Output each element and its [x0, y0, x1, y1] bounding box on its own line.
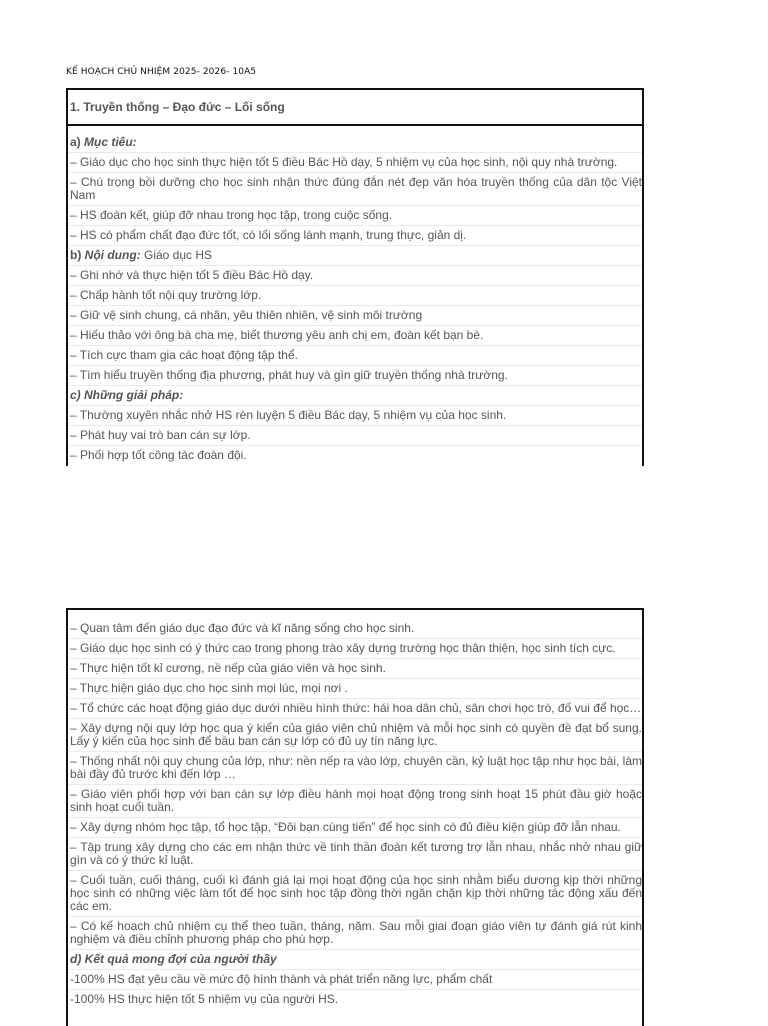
list-item: – Chấp hành tốt nội quy trường lớp. [68, 286, 642, 306]
list-item: – Tích cực tham gia các hoạt động tập thể. [68, 346, 642, 366]
section1-box [66, 88, 644, 466]
solutions-heading: c) Những giải pháp: [68, 386, 642, 406]
list-item: – Xây dựng nhóm học tập, tổ học tập, “Đôi bạn cùng tiến” để học sinh có đủ điều kiện giúp đỡ lẫn nhau. [68, 818, 642, 838]
content-heading [68, 246, 642, 266]
content-text: Giáo dục HS [140, 248, 213, 262]
expected-results-heading: d) Kết quả mong đợi của người thầy [68, 950, 642, 970]
goal-prefix: a) [70, 135, 85, 149]
list-item: – Tổ chức các hoạt động giáo dục dưới nhiều hình thức: hái hoa dân chủ, sân chơi học trò, đố vui để học… [68, 699, 642, 719]
list-item: – Thực hiện giáo dục cho học sinh mọi lúc, mọi nơi . [68, 679, 642, 699]
document-header: KẾ HOẠCH CHỦ NHIỆM 2025- 2026- 10A5 [66, 67, 257, 77]
list-item: – Giáo viên phối hợp với ban cán sự lớp điều hành mọi hoạt động trong sinh hoạt 15 phút đầu giờ hoặc sinh hoạt cuối tuần. [68, 785, 642, 818]
list-item: – Cuối tuần, cuối tháng, cuối kì đánh giá lại mọi hoạt động của học sinh nhằm biểu dương kịp thời những học sinh có những việc làm tốt để học sinh học tập đồng thời ngăn chặn kịp thời những tác động xấu đến các em. [68, 871, 642, 917]
list-item: – Hiếu thảo với ông bà cha mẹ, biết thương yêu anh chị em, đoàn kết bạn bè. [68, 326, 642, 346]
list-item: – Thực hiện tốt kỉ cương, nề nếp của giáo viên và học sinh. [68, 659, 642, 679]
content-label: Nội dung: [84, 248, 141, 262]
list-item: – Giáo dục cho học sinh thực hiện tốt 5 điều Bác Hồ dạy, 5 nhiệm vụ của học sinh, nội quy nhà trường. [68, 153, 642, 173]
list-item: – HS có phẩm chất đạo đức tốt, có lối sống lành mạnh, trung thực, giản dị. [68, 226, 642, 246]
list-item: -100% HS đạt yêu cầu về mức độ hình thành và phát triển năng lực, phẩm chất [68, 970, 642, 990]
list-item: – Thường xuyên nhắc nhở HS rèn luyện 5 điều Bác dạy, 5 nhiệm vụ của học sinh. [68, 406, 642, 426]
section1-rows [68, 126, 642, 465]
list-item: – Chú trọng bồi dưỡng cho học sinh nhận thức đúng đắn nét đẹp văn hóa truyền thống của dân tộc Việt Nam [68, 173, 642, 206]
list-item: – HS đoàn kết, giúp đỡ nhau trong học tập, trong cuộc sống. [68, 206, 642, 226]
list-item: – Ghi nhớ và thực hiện tốt 5 điều Bác Hồ dạy. [68, 266, 642, 286]
list-item: – Thống nhất nội quy chung của lớp, như: nền nếp ra vào lớp, chuyên cần, kỷ luật học tập như học bài, làm bài đầy đủ trước khi đến lớp … [68, 752, 642, 785]
goal-heading [68, 133, 642, 153]
list-item: – Tìm hiểu truyền thống địa phương, phát huy và gìn giữ truyền thống nhà trường. [68, 366, 642, 386]
content-prefix: b) [70, 248, 85, 262]
list-item: – Có kế hoạch chủ nhiệm cụ thể theo tuần, tháng, năm. Sau mỗi giai đoạn giáo viên tự đánh giá rút kinh nghiệm và điều chỉnh phương pháp cho phù hợp. [68, 917, 642, 950]
list-item: – Phối hợp tốt công tác đoàn đội. [70, 448, 247, 462]
section2-box [66, 608, 644, 1026]
list-item: – Giáo dục học sinh có ý thức cao trong phong trào xây dựng trường học thân thiện, học sinh tích cực. [68, 639, 642, 659]
list-item: – Quan tâm đến giáo dục đạo đức và kĩ năng sống cho học sinh. [68, 619, 642, 639]
list-item: – Giữ vệ sinh chung, cá nhân, yêu thiên nhiên, vệ sinh môi trường [68, 306, 642, 326]
section1-title: 1. Truyền thống – Đạo đức – Lối sống [68, 90, 642, 126]
section2-rows [68, 610, 642, 1009]
goal-label: Mục tiêu: [84, 135, 137, 149]
list-item: – Xây dựng nội quy lớp học qua ý kiến của giáo viên chủ nhiệm và mỗi học sinh có quyền đề đạt bổ sung. Lấy ý kiến của học sinh để bầu ban cán sự lớp có đủ uy tín năng lực. [68, 719, 642, 752]
list-item: -100% HS thực hiện tốt 5 nhiệm vụ của người HS. [70, 992, 339, 1006]
list-item: – Tập trung xây dựng cho các em nhận thức về tinh thần đoàn kết tương trợ lẫn nhau, nhắc nhở nhau giữ gìn và có ý thức kỉ luật. [68, 838, 642, 871]
list-item: – Phát huy vai trò ban cán sự lớp. [68, 426, 642, 446]
